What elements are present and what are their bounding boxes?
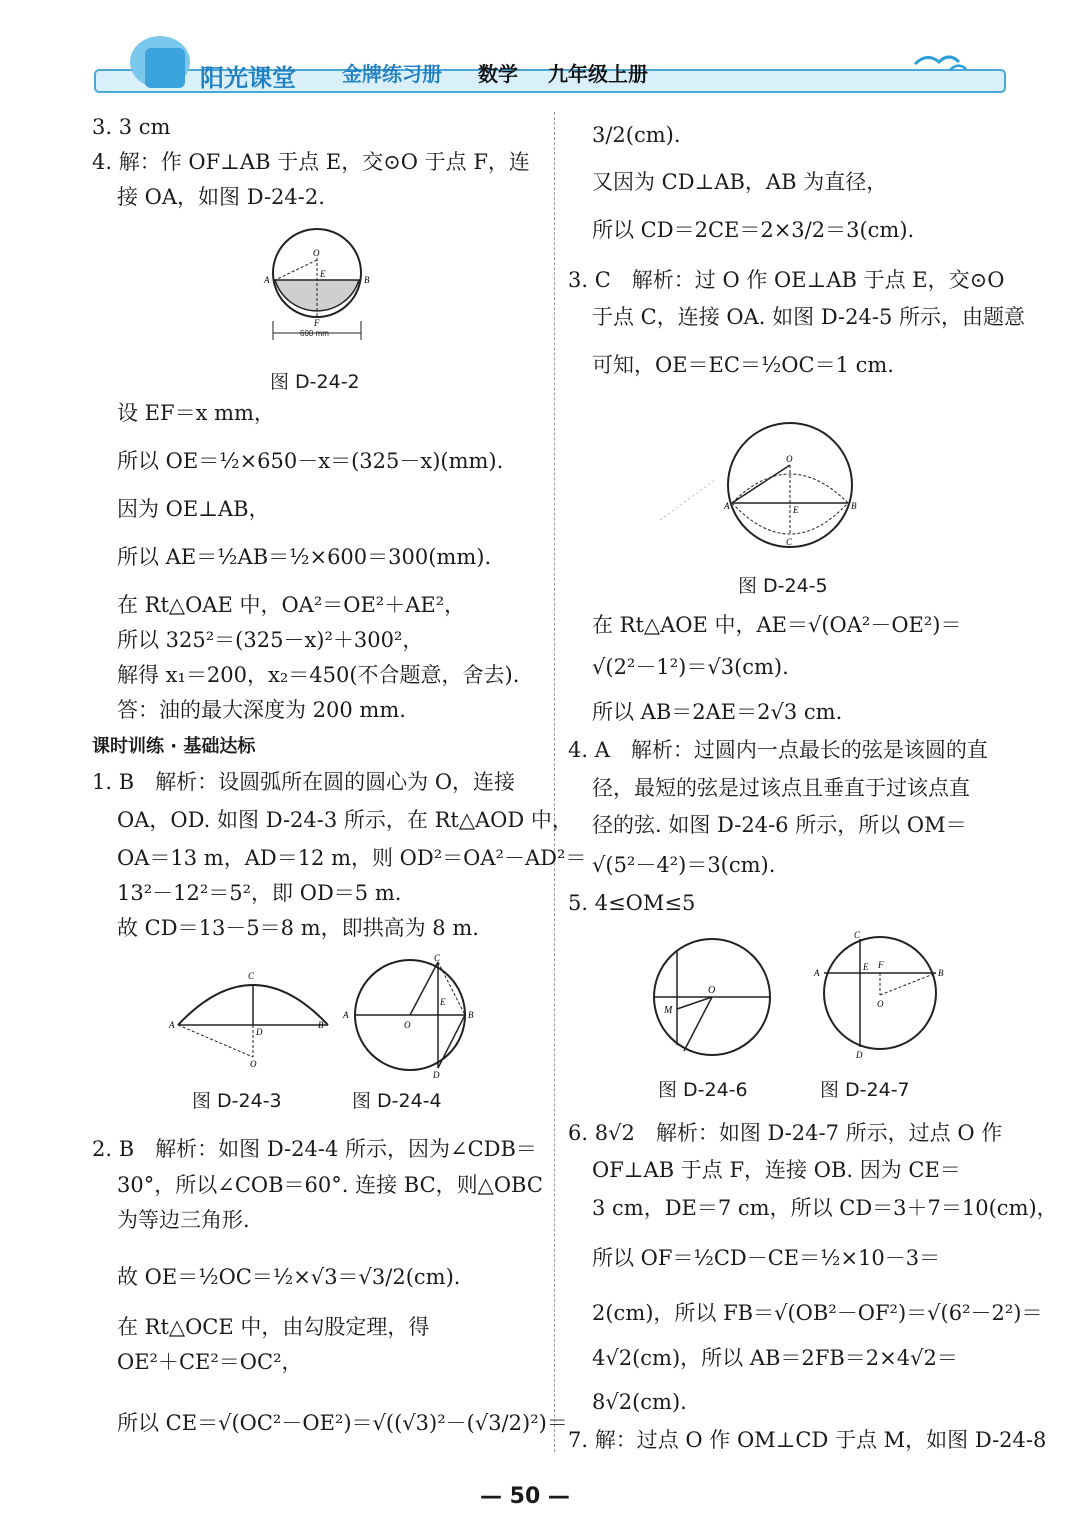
answer-line: 所以 325²＝(325－x)²＋300²， [117,628,424,652]
figure-d-24-4 [340,950,480,1084]
fig5-label-c: C [786,537,793,547]
answer-line: 解得 x₁＝200，x₂＝450(不合题意，舍去). [117,663,520,687]
answer-line: 13²－12²＝5²，即 OD＝5 m. [117,881,402,905]
fig3-label-o: O [250,1059,257,1069]
answer-line: 所以 AB＝2AE＝2√3 cm. [592,700,843,724]
figure-d-24-4-drawing [340,950,480,1080]
fig3-caption: 图 D-24-3 [192,1090,282,1112]
fig7-label-a: A [814,968,820,978]
fig2-caption: 图 D-24-2 [270,371,360,393]
answer-line: 设 EF＝x mm， [117,401,275,425]
answer-line: 4√2(cm)，所以 AB＝2FB＝2×4√2＝ [592,1346,958,1370]
answer-line: 3 cm，DE＝7 cm，所以 CD＝3＋7＝10(cm)， [592,1196,1058,1220]
fig6-label-o: O [708,985,716,996]
grade-label: 九年级上册 [548,62,648,86]
fig4-label-b: B [468,1010,474,1020]
column-divider [554,112,555,1452]
answer-line: 径的弦. 如图 D-24-6 所示，所以 OM＝ [592,813,967,837]
answer-line: 在 Rt△OAE 中，OA²＝OE²＋AE²， [117,593,466,617]
fig7-caption: 图 D-24-7 [820,1079,910,1101]
fig5-label-b: B [851,501,857,511]
fig3-label-a: A [169,1020,175,1030]
fig2-label-e: E [320,269,326,279]
fig4-label-d: D [433,1070,440,1080]
fig4-label-o: O [404,1020,411,1030]
answer-line: 30°，所以∠COB＝60°. 连接 BC，则△OBC [117,1173,543,1197]
answer-line: 5. 4≤OM≤5 [568,891,696,915]
answer-line: 所以 OE＝½×650－x＝(325－x)(mm). [117,449,504,473]
brand-title: 阳光课堂 [200,64,296,92]
fig2-width-label: 600 mm [300,329,329,338]
figure-d-24-5-drawing [650,405,870,555]
answer-line: 1. B 解析：设圆弧所在圆的圆心为 O，连接 [92,770,516,794]
fig4-label-a: A [343,1010,349,1020]
answer-line: OA，OD. 如图 D-24-3 所示，在 Rt△AOD 中， [117,808,573,832]
answer-line: OF⊥AB 于点 F，连接 OB. 因为 CE＝ [592,1158,961,1182]
fig3-label-d: D [256,1027,263,1037]
answer-line: 所以 AE＝½AB＝½×600＝300(mm). [117,545,492,569]
fig7-label-e: E [863,962,869,972]
figure-d-24-7-drawing [808,925,958,1065]
fig6-caption: 图 D-24-6 [658,1079,748,1101]
answer-line: 所以 CD＝2CE＝2×3/2＝3(cm). [592,218,915,242]
answer-line: 在 Rt△OCE 中，由勾股定理，得 [117,1315,430,1339]
answer-line: 接 OA，如图 D-24-2. [117,185,325,209]
answer-line: 3. C 解析：过 O 作 OE⊥AB 于点 E，交⊙O [568,268,1005,292]
figure-d-24-2 [262,218,382,352]
fig4-caption: 图 D-24-4 [352,1090,442,1112]
answer-line: 为等边三角形. [117,1208,250,1232]
answer-line: 3. 3 cm [92,115,171,139]
answer-line: 4. A 解析：过圆内一点最长的弦是该圆的直 [568,738,988,762]
fig4-label-c: C [434,953,441,963]
answer-line: 2. B 解析：如图 D-24-4 所示，因为∠CDB＝ [92,1137,537,1161]
fig2-label-o: O [313,248,320,258]
fig5-label-a: A [724,501,730,511]
fig7-label-o: O [877,999,884,1009]
answer-line: 在 Rt△AOE 中，AE＝√(OA²－OE²)＝ [592,613,962,637]
fig3-label-b: B [318,1020,324,1030]
answer-line: 答：油的最大深度为 200 mm. [117,698,406,722]
figure-d-24-6 [650,925,780,1069]
answer-line: OA＝13 m，AD＝12 m，则 OD²＝OA²－AD²＝ [117,846,587,870]
answer-line: √(2²－1²)＝√3(cm). [592,655,789,679]
fig2-label-f: F [314,318,320,328]
answer-line: 6. 8√2 解析：如图 D-24-7 所示，过点 O 作 [568,1121,1003,1145]
figure-d-24-5 [650,405,870,559]
answer-line: 8√2(cm). [592,1390,687,1414]
figure-d-24-7 [808,925,958,1069]
fig2-label-a: A [264,275,270,285]
figure-d-24-3 [168,965,338,1079]
fig4-label-e: E [440,997,446,1007]
answer-line: 7. 解：过点 O 作 OM⊥CD 于点 M，如图 D-24-8 [568,1428,1047,1452]
figure-d-24-3-drawing [168,965,338,1075]
answer-line: 所以 OF＝½CD－CE＝½×10－3＝ [592,1246,941,1270]
answer-line: 3/2(cm). [592,123,681,147]
page-number: — 50 — [480,1484,570,1509]
answer-line: 故 CD＝13－5＝8 m，即拱高为 8 m. [117,916,479,940]
fig2-label-b: B [364,275,370,285]
figure-d-24-6-drawing [650,925,780,1065]
fig6-label-m: M [664,1005,673,1016]
fig5-caption: 图 D-24-5 [738,575,828,597]
figure-d-24-2-drawing [262,218,382,348]
answer-line: 可知，OE＝EC＝½OC＝1 cm. [592,353,894,377]
fig7-label-d: D [856,1050,863,1060]
page-header [0,0,1070,112]
header-decoration [0,0,1070,112]
answer-line: 又因为 CD⊥AB，AB 为直径， [592,170,888,194]
fig5-label-e: E [793,505,799,515]
answer-line: 所以 CE＝√(OC²－OE²)＝√((√3)²－(√3/2)²)＝ [117,1411,568,1435]
fig7-label-b: B [938,968,944,978]
answer-line: 因为 OE⊥AB， [117,497,270,521]
answer-line: 故 OE＝½OC＝½×√3＝√3/2(cm). [117,1265,461,1289]
answer-line: √(5²－4²)＝3(cm). [592,853,776,877]
series-title: 金牌练习册 [342,62,442,86]
fig5-label-o: O [786,454,793,464]
answer-line: 径，最短的弦是过该点且垂直于过该点直 [592,776,970,800]
section-title: 课时训练 · 基础达标 [92,736,256,757]
answer-line: 于点 C，连接 OA. 如图 D-24-5 所示，由题意 [592,305,1026,329]
answer-line: 4. 解：作 OF⊥AB 于点 E，交⊙O 于点 F，连 [92,150,530,174]
subject-label: 数学 [478,62,518,86]
fig7-label-c: C [854,930,861,940]
fig3-label-c: C [248,971,255,981]
fig7-label-f: F [878,960,884,970]
answer-line: OE²＋CE²＝OC²， [117,1350,303,1374]
answer-line: 2(cm)，所以 FB＝√(OB²－OF²)＝√(6²－2²)＝ [592,1301,1043,1325]
